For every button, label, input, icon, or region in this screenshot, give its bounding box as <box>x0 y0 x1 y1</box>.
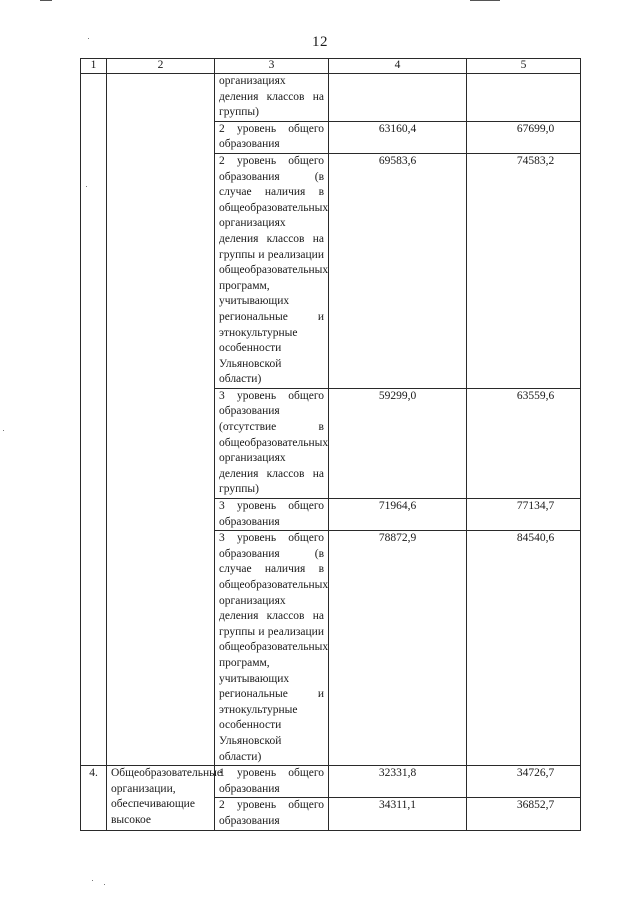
value-col4-cell: 32331,8 <box>329 766 467 798</box>
organization-type-cell: Общеобразовательные организации, обеспечивающие высокое <box>107 766 215 830</box>
education-level-cell: 2 уровень общего образования (в случае наличия в общеобразовательных организациях деления классов на группы и реализации общеобразовательных программ, учитывающих региональные и этнокультурные особенности Ульяновской области) <box>215 153 329 388</box>
table-row <box>81 74 581 122</box>
education-level-cell: 2 уровень общего образования <box>215 798 329 830</box>
column-header: 4 <box>329 59 467 74</box>
page-number: 12 <box>312 34 328 50</box>
scan-artifact-top <box>40 0 52 1</box>
education-level-cell: 3 уровень общего образования (отсутствие в общеобразовательных организациях деления классов на группы) <box>215 388 329 498</box>
value-col4-cell: 71964,6 <box>329 499 467 531</box>
value-col4-cell: 69583,6 <box>329 153 467 388</box>
scan-speck <box>86 186 87 187</box>
value-col5-cell <box>467 74 581 122</box>
value-col5-cell: 84540,6 <box>467 531 581 766</box>
row-number-cell: 4. <box>81 766 107 830</box>
value-col5-cell: 63559,6 <box>467 388 581 498</box>
tariff-table <box>80 58 581 831</box>
column-header: 2 <box>107 59 215 74</box>
value-col5-cell: 77134,7 <box>467 499 581 531</box>
table-header-row <box>81 59 581 74</box>
scan-speck <box>3 430 4 431</box>
education-level-cell: организациях деления классов на группы) <box>215 74 329 122</box>
column-header: 3 <box>215 59 329 74</box>
value-col4-cell: 78872,9 <box>329 531 467 766</box>
scan-speck <box>88 38 89 39</box>
column-header: 5 <box>467 59 581 74</box>
education-level-cell: 3 уровень общего образования (в случае наличия в общеобразовательных организациях деления классов на группы и реализации общеобразовательных программ, учитывающих региональные и этнокультурные особенности Ульяновской области) <box>215 531 329 766</box>
value-col5-cell: 74583,2 <box>467 153 581 388</box>
organization-type-cell <box>107 74 215 766</box>
value-col4-cell: 63160,4 <box>329 121 467 153</box>
value-col4-cell: 59299,0 <box>329 388 467 498</box>
value-col5-cell: 67699,0 <box>467 121 581 153</box>
scan-speck <box>92 880 93 881</box>
scan-speck <box>104 884 105 885</box>
education-level-cell: 1 уровень общего образования <box>215 766 329 798</box>
row-number-cell <box>81 74 107 766</box>
value-col4-cell <box>329 74 467 122</box>
education-level-cell: 2 уровень общего образования <box>215 121 329 153</box>
scan-artifact-top-right <box>470 0 500 1</box>
value-col5-cell: 34726,7 <box>467 766 581 798</box>
value-col4-cell: 34311,1 <box>329 798 467 830</box>
table-row <box>81 766 581 798</box>
column-header: 1 <box>81 59 107 74</box>
value-col5-cell: 36852,7 <box>467 798 581 830</box>
education-level-cell: 3 уровень общего образования <box>215 499 329 531</box>
